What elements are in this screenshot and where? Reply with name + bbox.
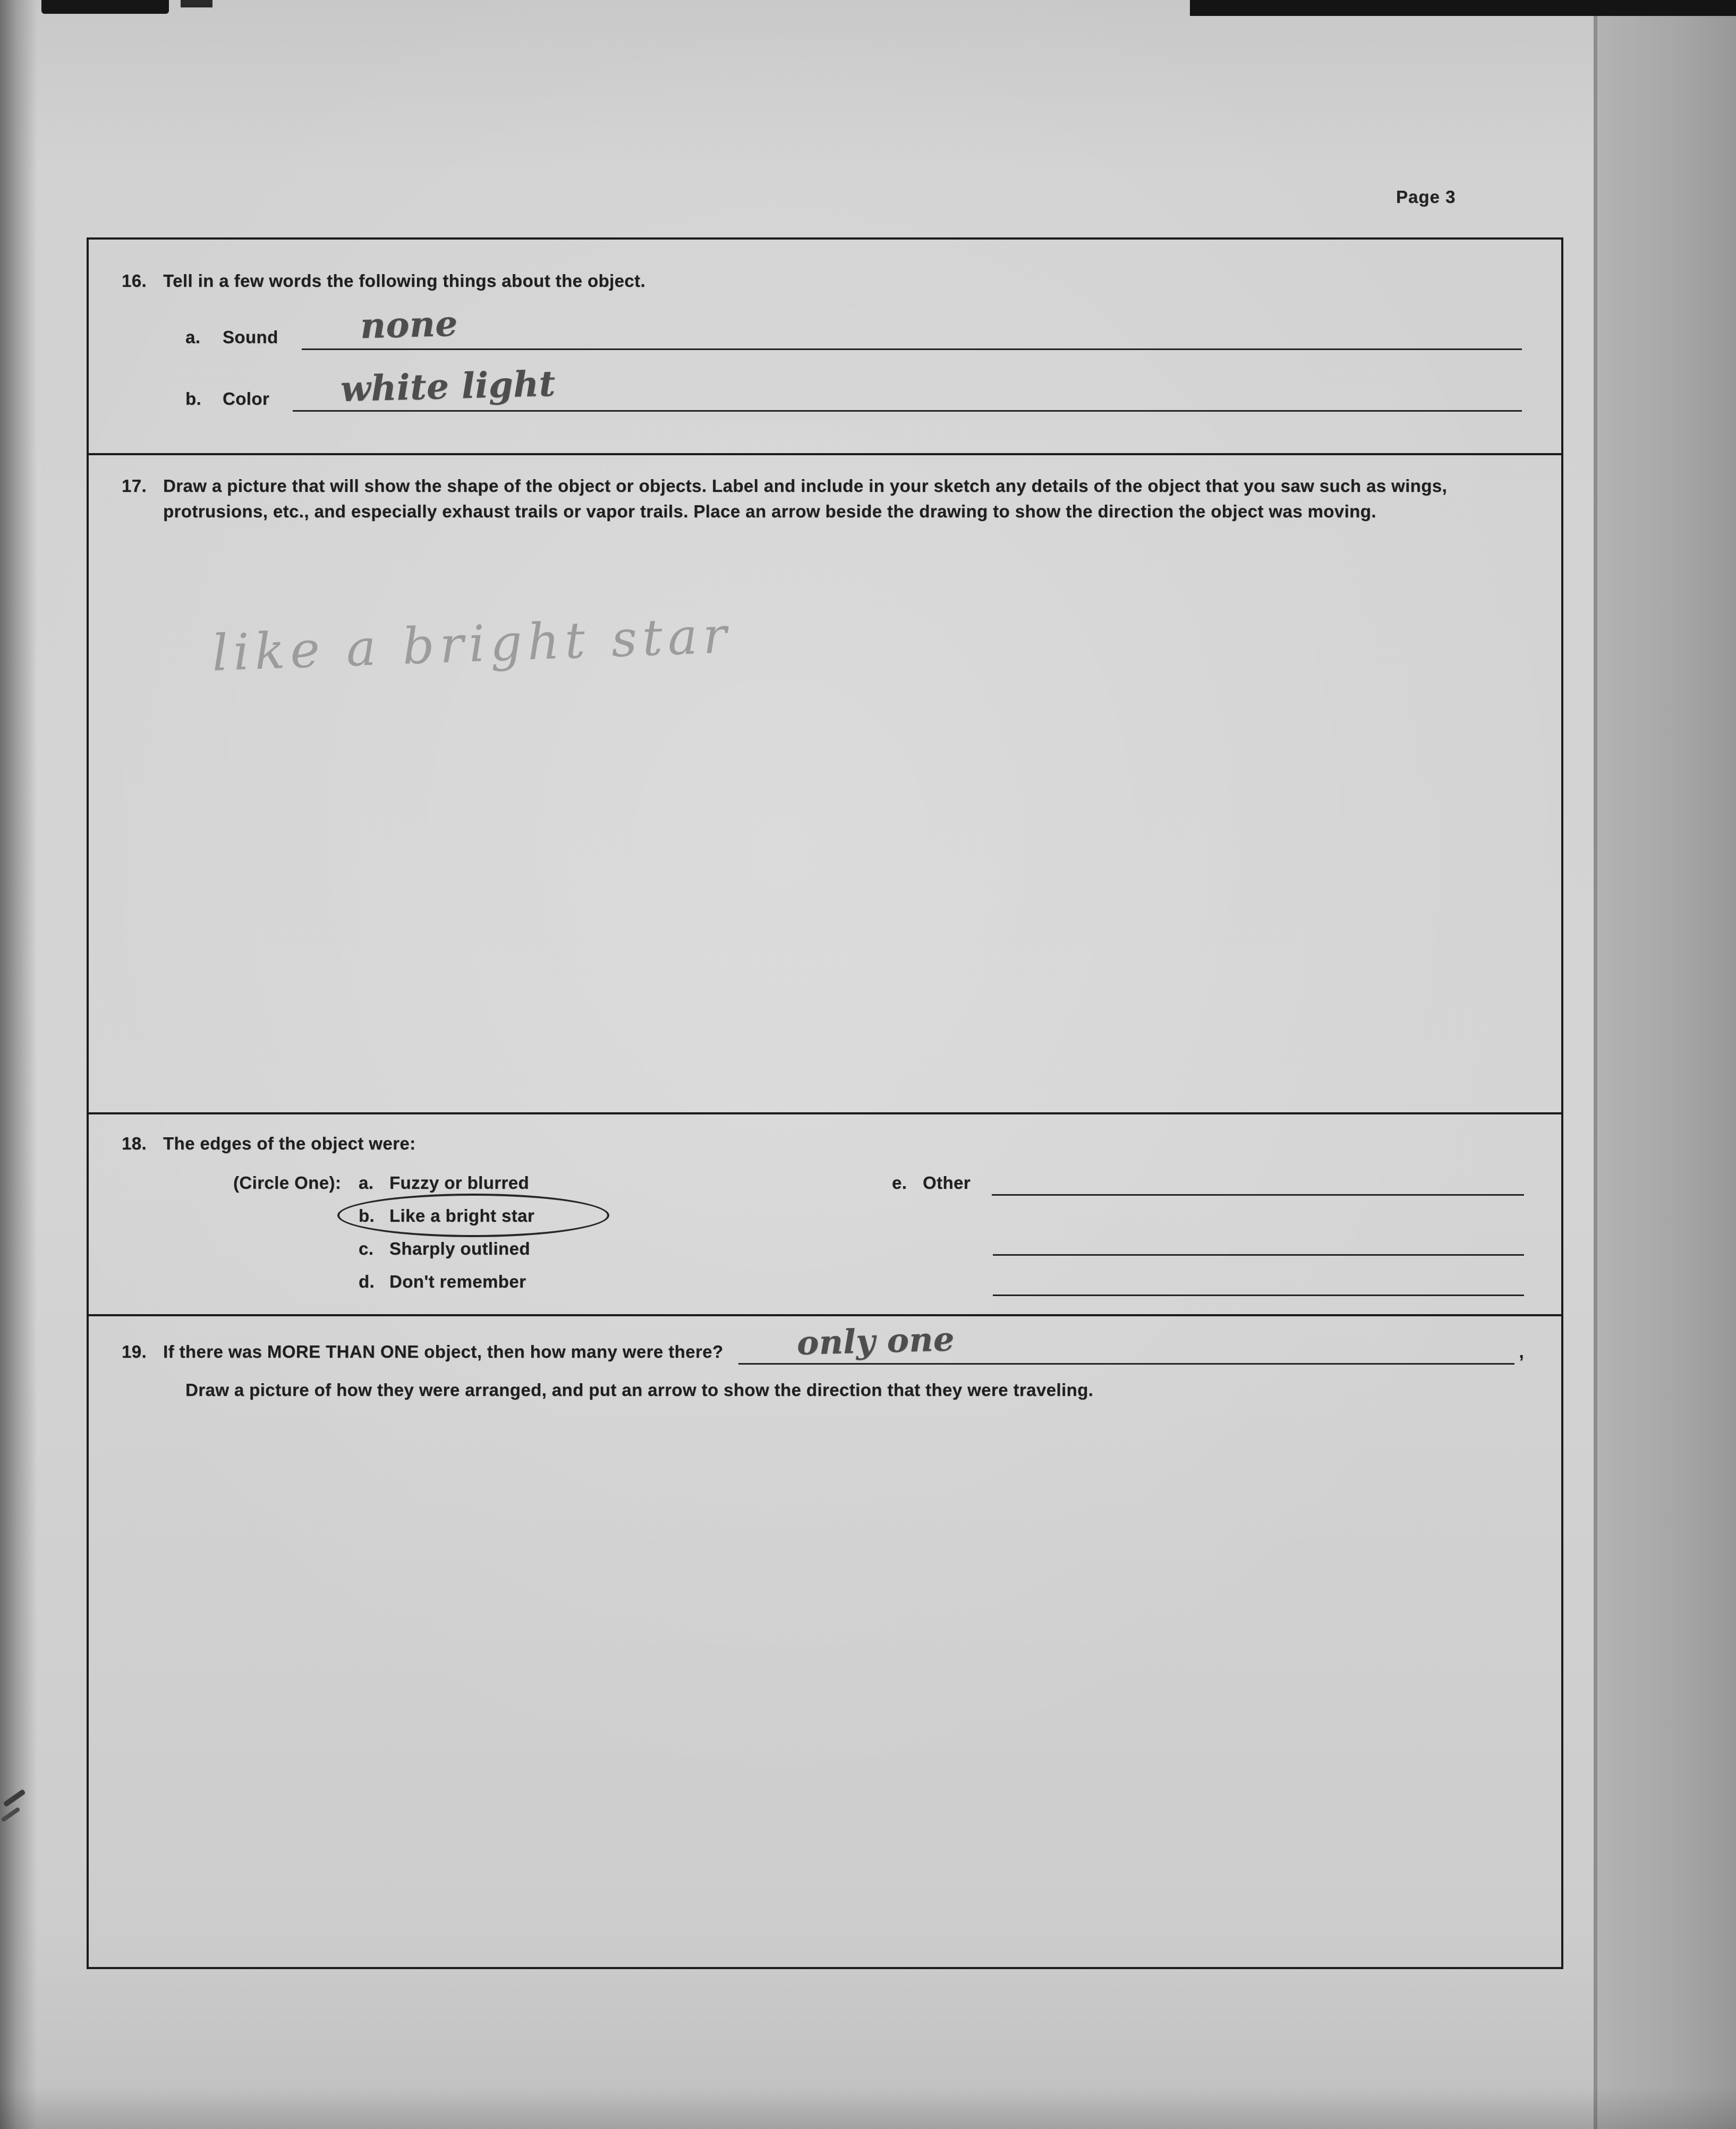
question-17-number: 17. [122,476,147,496]
q18-option-e-label: Other [923,1173,971,1193]
q18-circle-one-instruction: (Circle One): [233,1173,342,1193]
q18-option-e-letter: e. [892,1173,907,1193]
q19-answer-line [738,1319,1515,1365]
page-number-label: Page 3 [1396,187,1456,207]
q18-option-c-letter: c. [359,1239,374,1258]
q18-option-b-letter: b. [359,1206,375,1225]
q16-sound-letter: a. [185,327,201,347]
q18-option-a-letter: a. [359,1173,374,1193]
form-box [87,237,1563,1969]
question-16 [122,268,1524,294]
scan-right-band [1597,0,1736,2129]
section-divider [89,1112,1561,1114]
q18-option-e-other [892,1170,1524,1196]
q18-option-b-label: Like a bright star [389,1206,535,1225]
q18-option-c-label: Sharply outlined [389,1239,530,1258]
question-17-prompt: Draw a picture that will show the shape of the object or objects. Label and include in your sketch any details of the object that you saw such as wings, protrusions, etc., and especially exhaust trails or vapor trails. Place an arrow beside the drawing to show the direction the object was moving. [163,476,1448,521]
scan-top-mark-right [1190,0,1736,16]
q16-color-answer-line [293,362,1522,412]
question-19-number: 19. [122,1342,147,1361]
q18-option-c [359,1236,530,1262]
q18-other-blank-line-2 [993,1254,1524,1256]
q16-sound-answer-handwriting: none [359,302,458,347]
q18-other-blank-line-3 [993,1295,1524,1296]
q18-option-d-letter: d. [359,1272,375,1291]
q16-sound-answer-line [302,302,1522,350]
q16-color-letter: b. [185,389,202,408]
scan-top-mark-mid [181,0,212,7]
q18-option-d [359,1269,526,1295]
section-divider [89,453,1561,455]
scan-top-mark-left [41,0,169,14]
question-19 [122,1319,1524,1365]
q16-sound-label: Sound [223,327,278,347]
question-18-number: 18. [122,1134,147,1153]
q16-color-label: Color [223,389,270,408]
q17-sketch-handwriting: like a bright star [211,606,733,683]
q16-row-color [185,362,1522,412]
question-16-prompt: Tell in a few words the following things about the object. [163,271,646,291]
section-divider [89,1314,1561,1316]
q18-circled-option-mark [337,1194,609,1237]
q19-answer-handwriting: only one [796,1319,955,1362]
question-19-suffix: , [1519,1342,1524,1361]
q16-row-sound [185,302,1522,350]
question-18-prompt: The edges of the object were: [163,1134,416,1153]
question-16-number: 16. [122,271,147,291]
q18-option-a-label: Fuzzy or blurred [389,1173,530,1193]
paper-right-edge [1594,0,1597,2129]
scan-bottom-shade [0,2087,1736,2129]
question-19-prompt: If there was MORE THAN ONE object, then how many were there? [163,1342,724,1361]
question-18 [122,1131,1522,1156]
q18-option-a [359,1170,529,1196]
q16-color-answer-handwriting: white light [340,362,556,410]
question-17 [122,473,1522,524]
q18-other-answer-line [992,1173,1524,1196]
q18-option-d-label: Don't remember [389,1272,526,1291]
question-19-prompt-line2: Draw a picture of how they were arranged, and put an arrow to show the direction that they were traveling. [185,1380,1094,1400]
